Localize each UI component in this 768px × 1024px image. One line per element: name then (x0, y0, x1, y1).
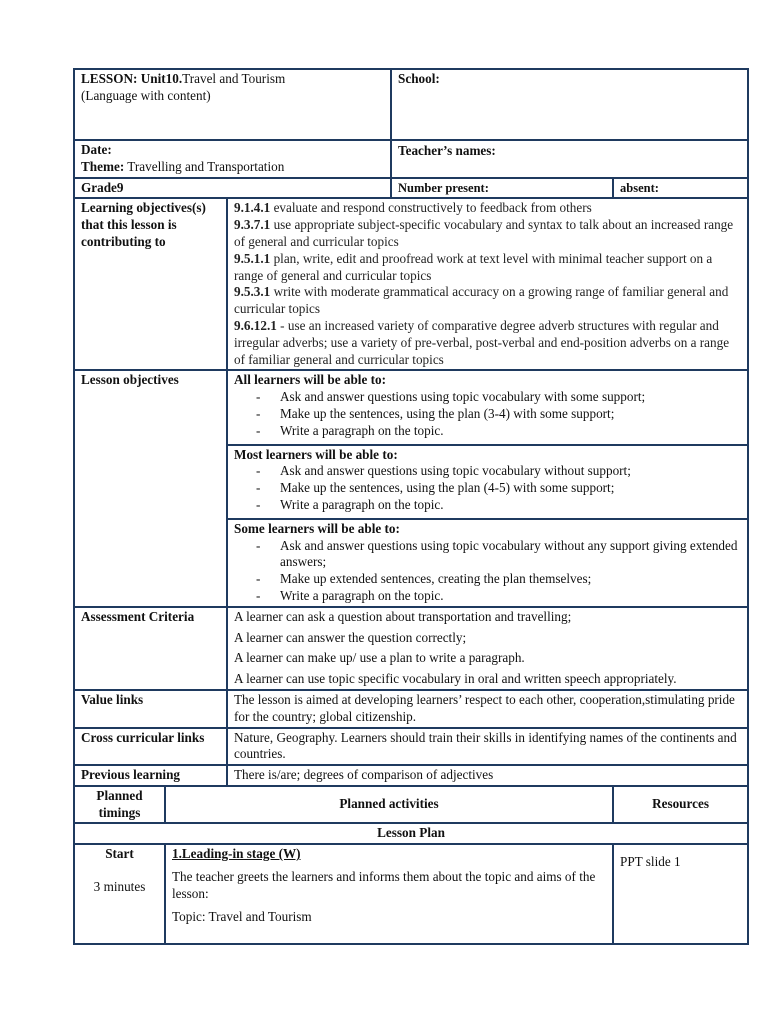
assessment-item: A learner can use topic specific vocabulary in oral and written speech appropriately. (234, 671, 677, 687)
lesson-label: LESSON: (81, 71, 138, 86)
start-paragraph: The teacher greets the learners and informs them about the topic and aims of the lesson: (172, 869, 596, 901)
start-resource: PPT slide 1 (620, 854, 681, 870)
lesson-title: Travel and Tourism (182, 71, 286, 86)
value-links-text: The lesson is aimed at developing learners’ respect to each other, cooperation,stimulating pride for the country; global citizenship. (227, 690, 748, 728)
all-learners-cell (227, 370, 748, 444)
cross-curricular-text: Nature, Geography. Learners should train their skills in identifying names of the continents and countries. (227, 728, 748, 766)
header-row-date (74, 140, 748, 178)
lesson-unit: Unit10. (140, 71, 183, 86)
start-timing-cell (74, 844, 165, 944)
header-row-lesson (74, 69, 748, 140)
objective-item: 9.3.7.1 use appropriate subject-specific vocabulary and syntax to talk about an increased range of general and curricular topics (234, 217, 734, 249)
start-row (74, 844, 748, 944)
all-learners-list (234, 389, 741, 439)
objective-item: 9.5.3.1 write with moderate grammatical accuracy on a growing range of familiar general and curricular topics (234, 284, 729, 317)
assessment-item: A learner can make up/ use a plan to write a paragraph. (234, 650, 525, 666)
planned-activities-header: Planned activities (165, 786, 613, 824)
all-learners-heading: All learners will be able to: (234, 372, 386, 388)
value-links-row (74, 690, 748, 728)
learning-objectives-label: Learning objectives(s) that this lesson is contributing to (74, 198, 227, 370)
most-learners-list (234, 463, 741, 513)
learning-objectives-row (74, 198, 748, 370)
most-learners-heading: Most learners will be able to: (234, 446, 398, 462)
teacher-names-cell: Teacher’s names: (391, 140, 748, 178)
list-item: - Make up extended sentences, creating the plan themselves; (256, 571, 741, 588)
start-activity-cell (165, 844, 613, 944)
assessment-item: A learner can answer the question correctly; (234, 629, 467, 645)
list-item: - Write a paragraph on the topic. (256, 497, 741, 514)
previous-learning-text: There is/are; degrees of comparison of adjectives (227, 765, 748, 786)
start-topic: Topic: Travel and Tourism (172, 908, 312, 924)
objective-item: 9.1.4.1 evaluate and respond constructively to feedback from others (234, 200, 592, 216)
some-learners-cell (227, 519, 748, 607)
plan-header-row (74, 786, 748, 824)
date-label: Date: (81, 142, 112, 157)
previous-learning-row (74, 765, 748, 786)
some-learners-heading: Some learners will be able to: (234, 520, 400, 536)
lesson-plan-document (73, 68, 747, 945)
grade-cell: Grade9 (74, 178, 391, 199)
date-theme-cell (74, 140, 391, 178)
school-cell: School: (391, 69, 748, 140)
objective-item: 9.6.12.1 - use an increased variety of comparative degree adverb structures with regular and irregular adverbs; use a variety of pre-verbal, post-verbal and end-position adverbs on a range of familiar general and curricular topics (234, 317, 730, 367)
number-present-cell: Number present: (391, 178, 613, 199)
learning-objectives-list (227, 198, 748, 370)
list-item: - Make up the sentences, using the plan (3-4) with some support; (256, 406, 741, 423)
assessment-item: A learner can ask a question about transportation and travelling; (234, 608, 572, 624)
value-links-label: Value links (74, 690, 227, 728)
assessment-row (74, 607, 748, 690)
objective-item: 9.5.1.1 plan, write, edit and proofread work at text level with minimal teacher support on a range of general and curricular topics (234, 250, 713, 283)
theme-label: Theme: (81, 158, 125, 174)
lesson-plan-heading: Lesson Plan (74, 823, 748, 844)
lesson-objectives-label: Lesson objectives (74, 370, 227, 606)
lesson-cell (74, 69, 391, 140)
list-item: - Write a paragraph on the topic. (256, 423, 741, 440)
list-item: - Make up the sentences, using the plan (4-5) with some support; (256, 480, 741, 497)
previous-learning-label: Previous learning (74, 765, 227, 786)
leading-in-stage-heading: 1.Leading-in stage (W) (172, 846, 301, 862)
theme-value: Travelling and Transportation (127, 158, 285, 174)
resources-header: Resources (613, 786, 748, 824)
start-minutes: 3 minutes (93, 879, 146, 895)
cross-curricular-row (74, 728, 748, 766)
lesson-plan-row (74, 823, 748, 844)
absent-cell: absent: (613, 178, 748, 199)
cross-curricular-label: Cross curricular links (74, 728, 227, 766)
list-item: - Ask and answer questions using topic vocabulary without support; (256, 463, 741, 480)
some-learners-list (234, 538, 741, 605)
start-resource-cell (613, 844, 748, 944)
assessment-list (227, 607, 748, 690)
list-item: - Ask and answer questions using topic vocabulary with some support; (256, 389, 741, 406)
header-row-grade (74, 178, 748, 199)
list-item: - Write a paragraph on the topic. (256, 588, 741, 605)
assessment-label: Assessment Criteria (74, 607, 227, 690)
list-item: - Ask and answer questions using topic vocabulary without any support giving extended answers; (256, 538, 741, 572)
start-label: Start (105, 846, 134, 862)
lesson-subtitle: (Language with content) (81, 87, 211, 103)
planned-timings-header: Planned timings (74, 786, 165, 824)
lesson-plan-table (73, 68, 749, 945)
most-learners-cell (227, 445, 748, 519)
lesson-objectives-row-all (74, 370, 748, 444)
